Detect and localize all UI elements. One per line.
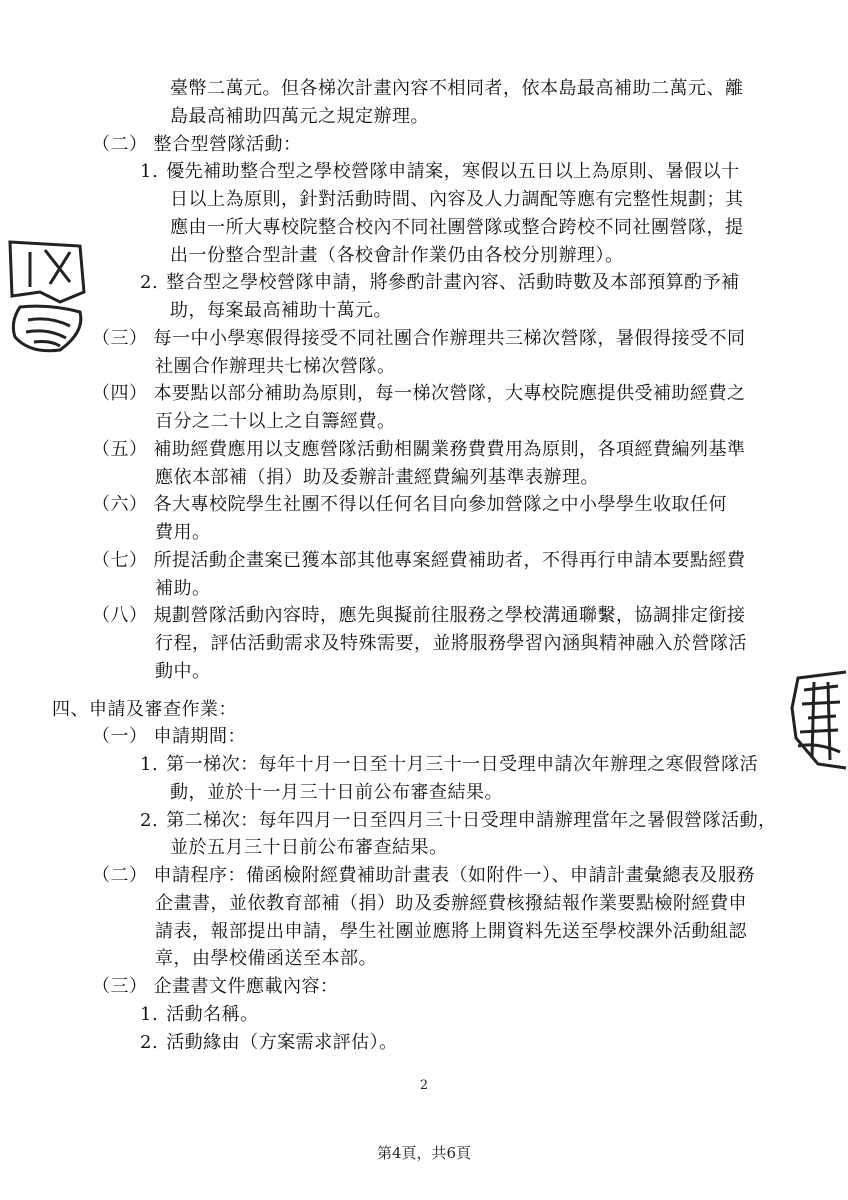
line-text: 應由一所大專校院整合校內不同社團營隊或整合跨校不同社團營隊，提 bbox=[170, 216, 744, 238]
list-marker: 2. bbox=[140, 809, 159, 831]
text-line bbox=[170, 104, 429, 130]
text-line bbox=[170, 780, 503, 806]
line-text: 並於五月三十日前公布審查結果。 bbox=[170, 837, 448, 859]
text-line bbox=[92, 381, 746, 407]
line-text: 第二梯次：每年四月一日至四月三十日受理申請辦理當年之暑假營隊活動， bbox=[166, 809, 777, 831]
text-line bbox=[170, 243, 624, 269]
list-marker: （二） bbox=[92, 865, 148, 886]
list-marker: 1. bbox=[140, 1003, 159, 1025]
line-text: 社團合作辦理共七梯次營隊。 bbox=[155, 355, 396, 377]
text-line bbox=[140, 270, 740, 296]
text-line bbox=[140, 752, 758, 778]
text-line bbox=[92, 724, 246, 750]
text-line bbox=[155, 919, 747, 945]
line-text: 應依本部補（捐）助及委辦計畫經費編列基準表辦理。 bbox=[155, 466, 599, 488]
text-line bbox=[92, 548, 746, 574]
list-marker: 1. bbox=[140, 754, 159, 775]
line-text: 動中。 bbox=[155, 660, 211, 682]
line-text: 百分之二十以上之自籌經費。 bbox=[155, 411, 396, 432]
list-marker: （六） bbox=[92, 494, 148, 516]
list-marker: （四） bbox=[92, 383, 148, 405]
text-line bbox=[155, 409, 396, 435]
line-text: 日以上為原則，針對活動時間、內容及人力調配等應有完整性規劃；其 bbox=[170, 189, 744, 210]
line-text: 申請期間： bbox=[153, 726, 246, 748]
list-marker: （二） bbox=[92, 133, 148, 155]
text-line bbox=[155, 659, 211, 685]
line-text: 規劃營隊活動內容時，應先與擬前往服務之學校溝通聯繫，協調排定銜接 bbox=[153, 605, 746, 627]
line-text: 第一梯次：每年十月一日至十月三十一日受理申請次年辦理之寒假營隊活 bbox=[166, 754, 759, 775]
line-text: 動，並於十一月三十日前公布審查結果。 bbox=[170, 781, 503, 803]
line-text: 本要點以部分補助為原則，每一梯次營隊，大專校院應提供受補助經費之 bbox=[153, 383, 746, 405]
text-line bbox=[155, 520, 211, 546]
line-text: 活動緣由（方案需求評估）。 bbox=[166, 1031, 398, 1053]
text-line bbox=[140, 159, 740, 185]
list-marker: （七） bbox=[92, 549, 148, 571]
text-line bbox=[92, 863, 755, 889]
text-line bbox=[155, 891, 747, 917]
left-seal-stamp bbox=[0, 232, 110, 362]
text-line bbox=[140, 808, 777, 834]
list-marker: 1. bbox=[140, 161, 159, 183]
list-marker: （八） bbox=[92, 605, 148, 627]
text-line bbox=[92, 437, 746, 463]
list-marker: 2. bbox=[140, 272, 159, 294]
text-line bbox=[92, 132, 302, 158]
list-marker: （五） bbox=[92, 438, 148, 460]
line-text: 申請程序：備函檢附經費補助計畫表（如附件一）、申請計畫彙總表及服務 bbox=[153, 865, 755, 886]
line-text: 整合型營隊活動： bbox=[153, 133, 302, 155]
line-text: 各大專校院學生社團不得以任何名目向參加營隊之中小學學生收取任何 bbox=[153, 494, 727, 516]
text-line bbox=[155, 946, 377, 972]
line-text: 章，由學校備函送至本部。 bbox=[155, 948, 377, 970]
line-text: 活動名稱。 bbox=[166, 1003, 259, 1025]
line-text: 請表，報部提出申請，學生社團並應將上開資料先送至學校課外活動組認 bbox=[155, 920, 747, 942]
list-marker: （一） bbox=[92, 726, 148, 748]
text-line bbox=[170, 76, 744, 102]
text-line bbox=[92, 974, 339, 1000]
list-marker: （三） bbox=[92, 327, 148, 349]
line-text: 企畫書文件應載內容： bbox=[153, 976, 339, 997]
line-text: 助，每案最高補助十萬元。 bbox=[170, 300, 392, 321]
text-line bbox=[170, 835, 448, 861]
text-line bbox=[92, 603, 746, 629]
line-text: 費用。 bbox=[155, 522, 211, 543]
line-text: 臺幣二萬元。但各梯次計畫內容不相同者，依本島最高補助二萬元、離 bbox=[170, 78, 744, 99]
line-text: 島最高補助四萬元之規定辦理。 bbox=[170, 105, 429, 127]
line-text: 優先補助整合型之學校營隊申請案，寒假以五日以上為原則、暑假以十 bbox=[166, 161, 740, 183]
line-text: 出一份整合型計畫（各校會計作業仍由各校分別辦理）。 bbox=[170, 244, 624, 266]
text-line bbox=[92, 492, 727, 518]
line-text: 四、申請及審查作業： bbox=[52, 698, 237, 720]
text-line bbox=[155, 576, 211, 602]
page-number: 2 bbox=[419, 1078, 429, 1093]
text-line bbox=[52, 697, 237, 723]
line-text: 補助經費應用以支應營隊活動相關業務費費用為原則，各項經費編列基準 bbox=[153, 438, 746, 460]
text-line bbox=[140, 1030, 398, 1056]
text-line bbox=[155, 631, 747, 657]
line-text: 每一中小學寒假得接受不同社團合作辦理共三梯次營隊，暑假得接受不同 bbox=[153, 327, 746, 349]
text-line bbox=[170, 187, 744, 213]
text-line bbox=[155, 465, 599, 491]
line-text: 整合型之學校營隊申請，將參酌計畫內容、活動時數及本部預算酌予補 bbox=[166, 272, 740, 294]
list-marker: 2. bbox=[140, 1031, 159, 1053]
line-text: 企畫書，並依教育部補（捐）助及委辦經費核撥結報作業要點檢附經費申 bbox=[155, 892, 747, 914]
list-marker: （三） bbox=[92, 976, 148, 997]
line-text: 所提活動企畫案已獲本部其他專案經費補助者，不得再行申請本要點經費 bbox=[153, 549, 746, 571]
line-text: 補助。 bbox=[155, 577, 211, 599]
text-line bbox=[140, 1002, 259, 1028]
page-footer: 第4頁，共6頁 bbox=[376, 1144, 472, 1162]
text-line bbox=[92, 326, 746, 352]
text-line bbox=[170, 215, 744, 241]
right-seal-stamp bbox=[778, 668, 848, 773]
text-line bbox=[170, 298, 392, 324]
line-text: 行程，評估活動需求及特殊需要，並將服務學習內涵與精神融入於營隊活 bbox=[155, 633, 747, 654]
text-line bbox=[155, 354, 396, 380]
